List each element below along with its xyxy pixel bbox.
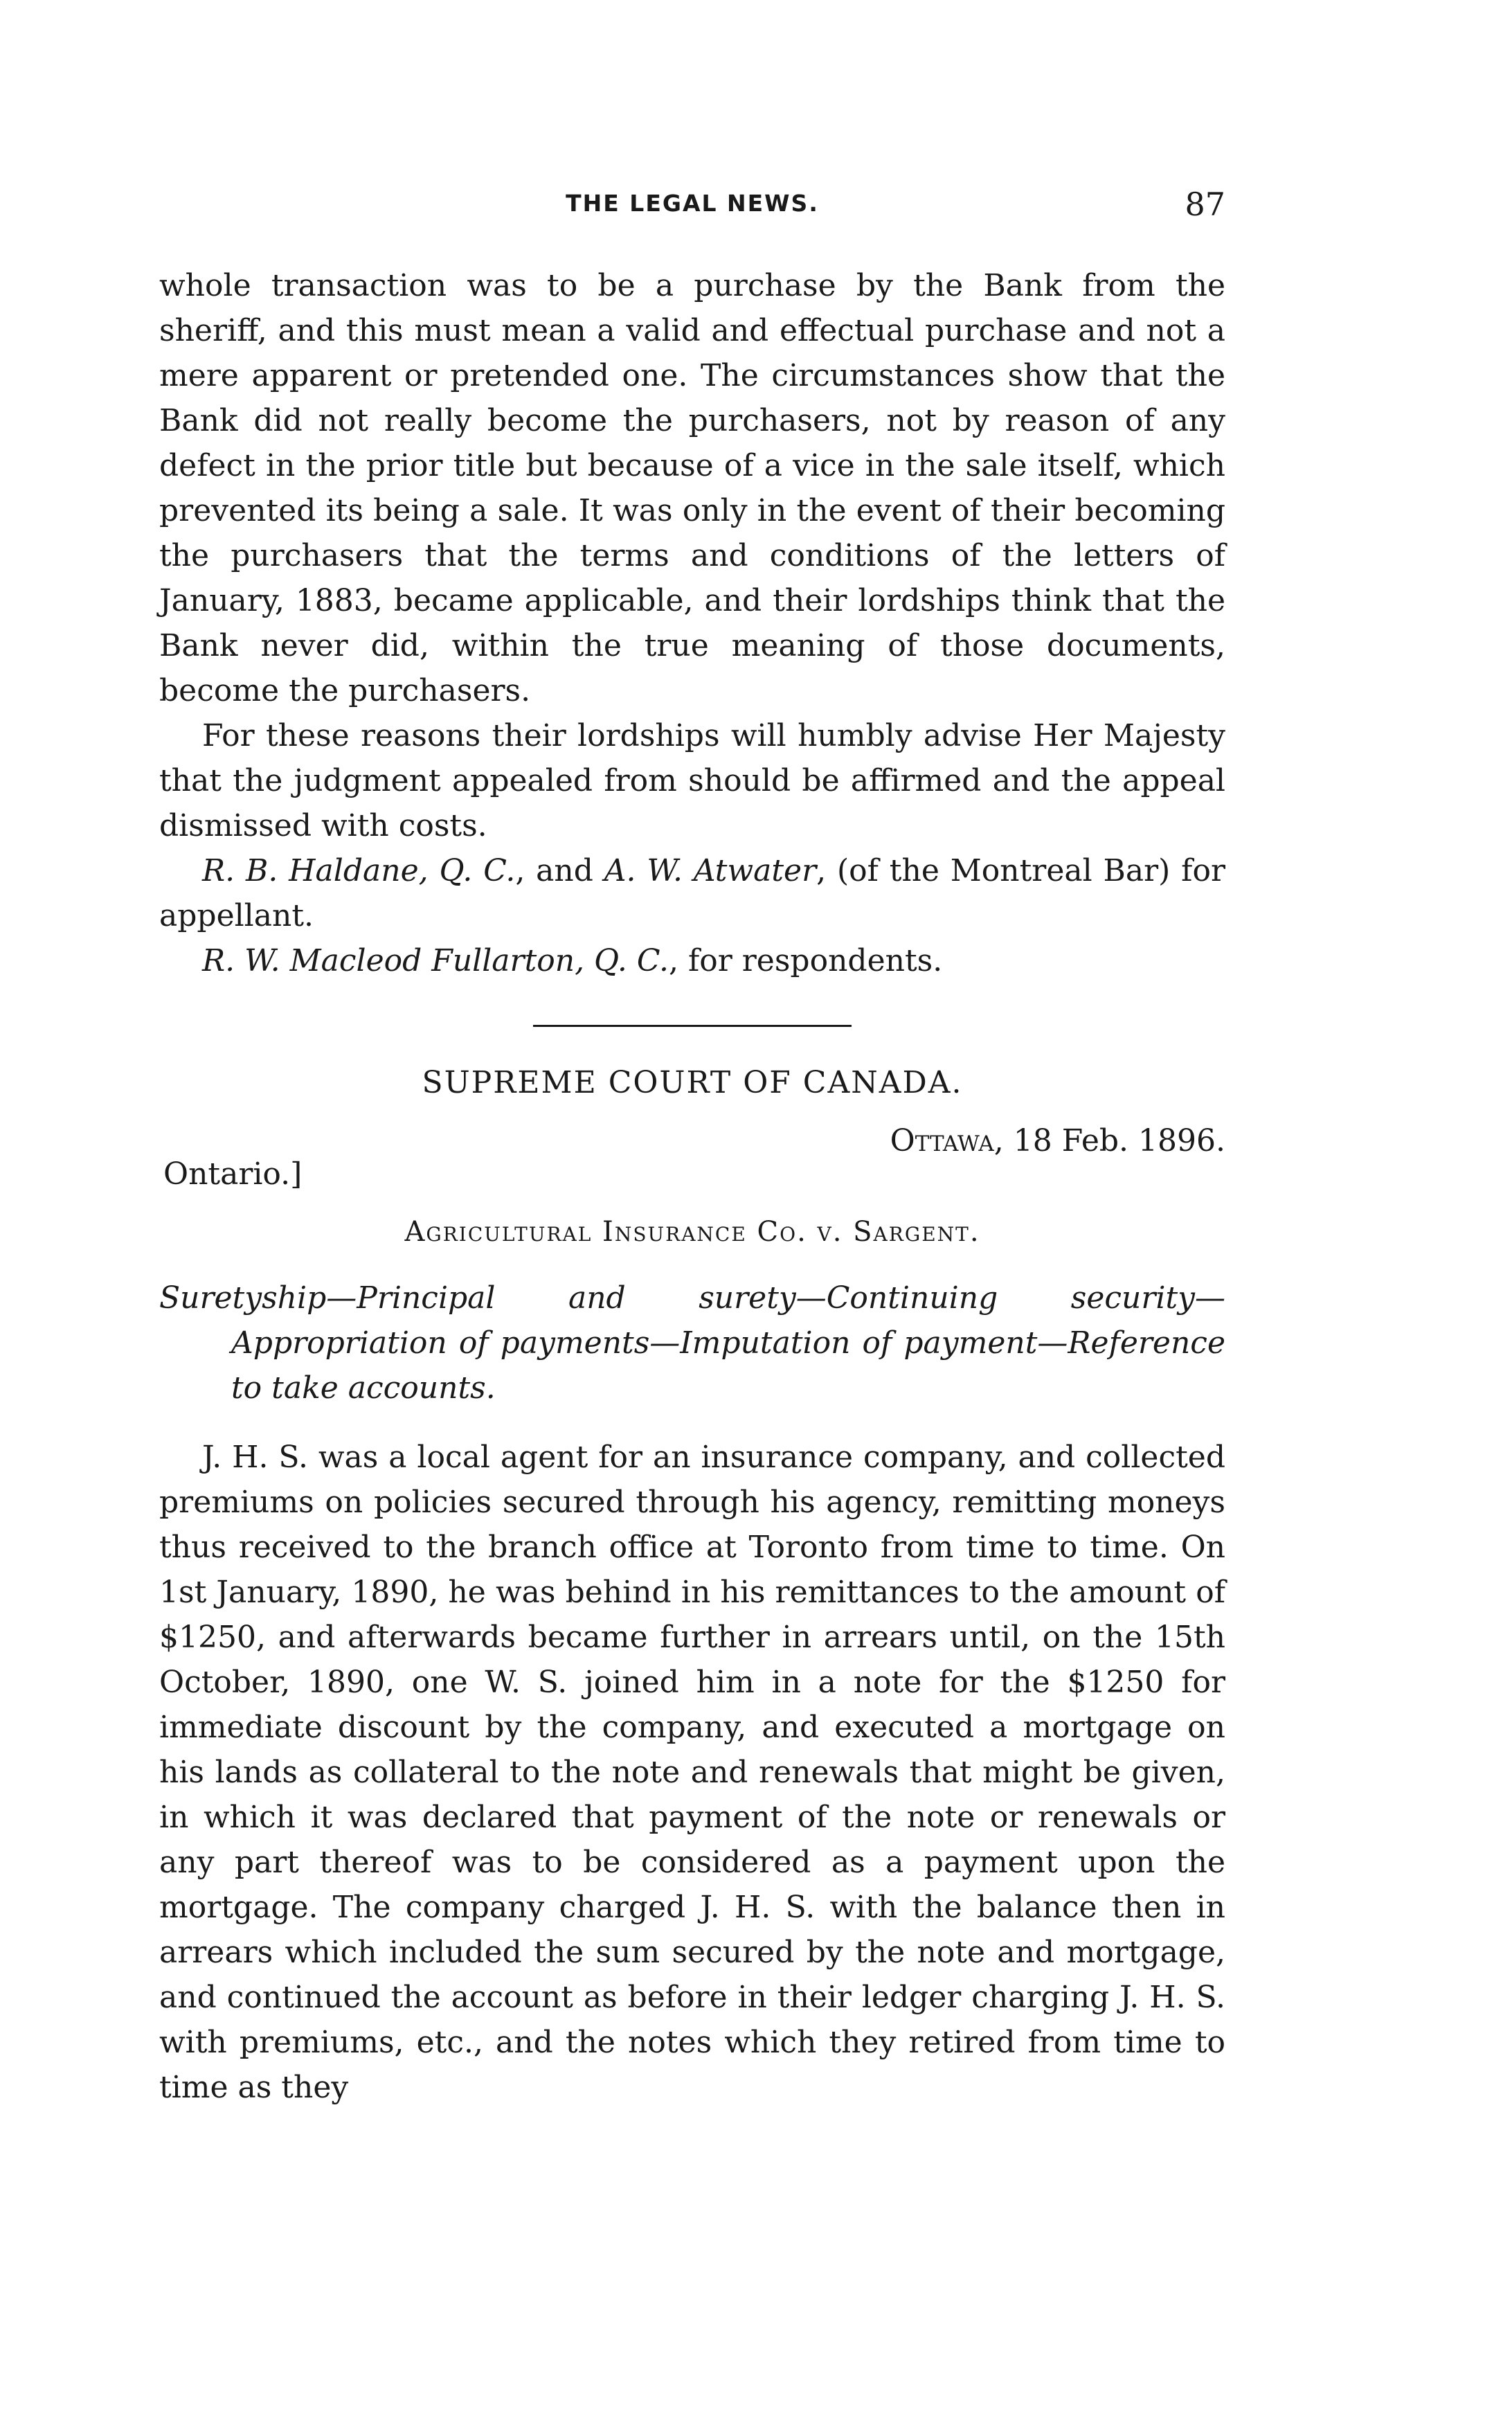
- opinion-paragraph: whole transaction was to be a purchase by the Bank from the sheriff, and this must mean a valid and effectual purchase and not a mere apparent or pretended one. The circumstances show that the Bank did not really become the purchasers, not by reason of any defect in the prior title but because of a vice in the sale itself, which prevented its being a sale. It was only in the event of their becoming the purchasers that the terms and conditions of the letters of January, 1883, became applicable, and their lordships think that the Bank never did, within the true meaning of those documents, become the purchasers.: [159, 268, 1225, 708]
- case-body: [159, 1435, 1225, 2110]
- case-paragraph: J. H. S. was a local agent for an insurance company, and collected premiums on policies secured through his agency, remitting moneys thus received to the branch office at Toronto from time to time. On 1st January, 1890, he was behind in his remittances to the amount of $1250, and afterwards became further in arrears until, on the 15th October, 1890, one W. S. joined him in a note for the $1250 for immediate discount by the company, and executed a mortgage on his lands as collateral to the note and renewals that might be given, in which it was declared that payment of the note or renewals or any part thereof was to be considered as a payment upon the mortgage. The company charged J. H. S. with the balance then in arrears which included the sum secured by the note and mortgage, and continued the account as before in their ledger charging J. H. S. with premiums, etc., and the notes which they retired from time to time as they: [159, 1440, 1225, 2105]
- running-head: THE LEGAL NEWS.: [566, 190, 819, 217]
- counsel-name: A. W. Atwater: [604, 853, 817, 888]
- dateline: [890, 1123, 1225, 1158]
- page-number: 87: [1185, 186, 1225, 223]
- dateline-date: , 18 Feb. 1896.: [993, 1123, 1225, 1158]
- case-title: Agricultural Insurance Co. v. Sargent.: [404, 1216, 980, 1248]
- counsel-appellant: [159, 848, 1225, 938]
- counsel-role: , for respondents.: [669, 943, 943, 978]
- section-divider: [533, 1025, 852, 1027]
- opinion-paragraph: For these reasons their lordships will humbly advise Her Majesty that the judgment appealed from should be affirmed and the appeal dismissed with costs.: [159, 718, 1225, 843]
- dateline-place: Ottawa: [890, 1123, 994, 1158]
- page-header: [159, 186, 1225, 234]
- opinion-conclusion: [159, 263, 1225, 983]
- counsel-name: R. W. Macleod Fullarton, Q. C.: [202, 943, 669, 978]
- counsel-name: R. B. Haldane, Q. C.: [202, 853, 516, 888]
- counsel-role: , (of the Montreal Bar) for appellant.: [159, 853, 1225, 933]
- headnote: Suretyship—Principal and surety—Continuing security—Appropriation of payments—Imputation of payment—Reference to take accounts.: [159, 1280, 1225, 1406]
- counsel-joiner: , and: [515, 853, 604, 888]
- court-heading: SUPREME COURT OF CANADA.: [422, 1065, 963, 1100]
- counsel-respondent: [159, 938, 1225, 983]
- province-label: Ontario.]: [163, 1156, 303, 1192]
